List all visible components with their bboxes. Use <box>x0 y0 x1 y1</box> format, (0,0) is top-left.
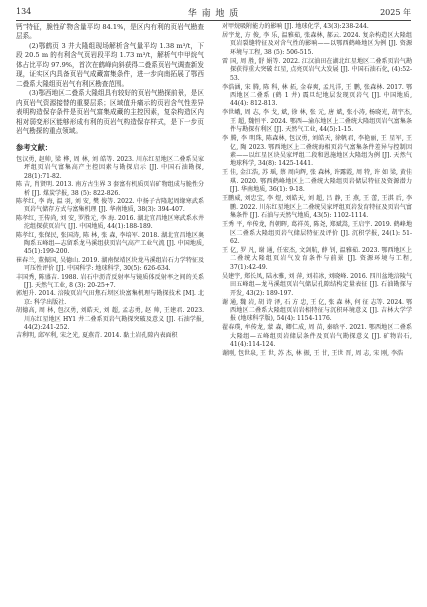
references-heading: 参考文献： <box>16 143 52 153</box>
reference-item: 王鹏威, 刘忠宝, 李 煜, 刘皓天, 刘 超, 吕 静, 王 燕, 王 蕾, 王淇 后, 李鹏. 2022. 川东红星地区上二叠统吴家坪组页岩发育特征及页岩气富集条件 [J]. 石油与天然气地质, 43(5): 1102-1114. <box>222 195 412 220</box>
journal-year: 2025 年 <box>380 8 411 17</box>
reference-item: 丰国秀, 陈盛吉. 1988. 岩石中沥青反射率与镜质体反射率之间的关系 [J]. 天然气工业, 8 (3): 20-25+7. <box>16 273 204 289</box>
reference-item: 王秀 平, 牟传龙, 肖朝晖, 葛祥英, 陈尧, 郑斌嵩, 王启宇. 2019. 鹤峰地区二叠系大隆组页岩气储层特征及评价 [J]. 沉积学报, 24(1): 51-62. <box>222 221 412 245</box>
reference-item: 陈 吉, 肖贤明. 2013. 南方古生界 3 套富有机质页岩矿物组成与脆性分析 [J]. 煤炭学报, 38 (5): 822-826. <box>16 181 204 197</box>
header-rule <box>16 20 411 21</box>
page-number: 134 <box>16 7 32 16</box>
reference-item: 胡德高, 周 林, 包汉勇, 刘皓天, 刘 超, 孟志勇, 赵 帅, 王建君. 2023. 川东红星地区 HY1 井二叠系页岩气勘探突破及意义 [J]. 石油学报, 44(2):241-252. <box>16 307 204 332</box>
reference-item: 吴建宇, 郑长凤, 陆永雅, 刘 萍, 刘若冰, 刘晓峰. 2016. 四川盆地涪陵气田五峰组—龙马溪组页岩气储层孔隙结构定量表征 [J]. 石油勘探与开发, 43(2): 189-197. <box>222 272 412 297</box>
reference-item: 李浩涵, 宋 腾, 陈 科, 林 拓, 金春爽, 孟凡洋, 王 鹏, 张森林. 2017. 鄂西地区二叠系 (鹤 1 井) 震旦纪地层发现页岩气 [J]. 中国地质, 44(4): 812-813. <box>222 83 412 108</box>
paragraph-conclusion-3: (3)鄂西地区二叠系大隆组具有较好的页岩气勘探前景，是区内页岩气资源接替的重要层系；区域值升痛示的页岩含气性差异表明构造保存条件是页岩气富集成藏的主控因素，复杂构造区内相对弱变形区能够形成有利的页岩气构造保存样式，是下一步页岩气勘探的重点领域。 <box>16 89 204 135</box>
right-column <box>222 23 412 359</box>
reference-item: 居宇龙, 方 俊, 李 乐, 温雅茹, 张森林, 郝云. 2024. 复杂构造区大隆组页岩裂缝特征及对含气性的影响——以鄂西鹤峰地区为例 [J]. 资源环境与工程, 38 (5): 506-515. <box>222 32 412 56</box>
left-column <box>16 23 204 341</box>
reference-item: 李世峨, 周 志, 李 戈, 斌, 徐 林, 张 元, 唐 斌, 张小涛, 杨晓光, 胡宇杰, 王 超, 魏恒平. 2024. 鄂西—渝东地区上二叠统大隆组页岩气富集条件与勘探有利区 [J]. 天然气工业, 44(5):1-15. <box>222 109 412 134</box>
reference-item: 陈孝红, 王传尚, 刘 安, 罗胜元, 李 海. 2016. 湖北宜昌地区寒武系水井沱组探获页岩气 [J]. 中国地质, 44(1):188-189. <box>16 214 204 231</box>
reference-item: 谢 通, 魏 岩, 胡 诗 泽, 石 方 忠, 王 亿, 张 森 林, 何 征 志等. 2024. 鄂西地区二叠系大隆组页岩岩相特征与沉积环境意义 [J]. 吉林大学学报 (地球科学版), 54(4): 1154-1176. <box>222 298 412 323</box>
reference-item: 雷 国, 周 胜, 舒 娟等. 2022. 江汉油田在湖北红星地区二叠系页岩气勘探获得重大突破 红星, 点亮页岩气大发展 [J]. 中国石油石化, (4):52-53. <box>222 57 412 82</box>
page-header <box>16 6 411 20</box>
paragraph-continuation: 钙“特征，脆性矿物含量平均 84.1%，是区内有利的页岩气勘查层系。 <box>16 23 204 41</box>
reference-item: 谢刚, 包世泉, 王 世, 苏 杰, 林 振, 王 甘, 王世 晋, 周 志, 宋 刚, 李浩 <box>222 350 404 358</box>
reference-item: 王 佳, 金江浩, 苏 瑶, 蔡 周向辉, 张 森林, 许露霞, 周 特, 许 如 梁, 黄佳琪. 2020. 鄂西鹤峰地区上二叠统大隆组页岩储层特征及资源潜力 [J]. 华南地质, 36(1): 9-18. <box>222 169 412 194</box>
reference-item: 崔春兰, 董振国, 吴德山. 2019. 湖南保靖区块龙马溪组岩石力学特征及可压性评价 [J]. 中国科学: 地球科学, 30(5): 626-634. <box>16 256 204 273</box>
reference-item: 包汉勇, 赵帅, 梁 桦, 周 林, 刘 皓等. 2023. 川东红星地区二叠系吴家坪组页岩气富集高产主控因素与勘探启示 [J]. 中国石油勘探, 28(1):71-82. <box>16 155 204 180</box>
reference-item: 李 腾, 李 明珠, 陈森林, 包汉勇, 刘皓天, 徐帆君, 李艳丽, 王 星军, 王 亿, 陶 2023. 鄂西地区上二叠统海相页岩气富集条件差异与控制因素——以红星区块吴家坪组二段和恩施地区大隆组为例 [J]. 天然气地球科学, 34(8): 1425-1441. <box>222 135 412 168</box>
reference-item: 陈孝红, 张保民, 张国涛, 陈 林, 张 森, 李培军. 2018. 湖北宜昌地区奥陶系五峰组—志留系龙马溪组获页岩气高产工业气流 [J]. 中国地质, 45(1):199-200. <box>16 231 204 256</box>
reference-item: 王 亿, 罗 凡, 谢 通, 任宏杰, 文剑航, 薛 钊, 温雅茹. 2023. 鄂西地区上二叠统大隆组页岩气发育条件与前景 [J]. 资源环境与工程, 37(1):42-49. <box>222 246 412 271</box>
reference-item: 对甲烷吸附能力的影响 [J]. 地球化学, 43(3):238-244. <box>222 23 369 30</box>
reference-item: 吉利明, 邱军利, 宋之光, 夏燕青. 2014. 黏土岩孔隙内表面积 <box>16 332 178 340</box>
reference-list-left <box>16 156 204 341</box>
reference-item: 郭旭升. 2014. 涪陵页岩气田焦石坝区块富集机理与勘探技术 [M]. 北京: 科学出版社. <box>16 290 204 306</box>
paragraph-conclusion-2: (2)鄂鹤页 3 井大隆组现场解析含气量平均 1.38 m³/t，下段 20.5 m 的有利含气页岩段平均 1.73 m³/t，解析气中甲烷气体占比平均 97.9%，首次在鹤峰向斜获得二叠系页岩气调查新发现，证实区内具备页岩气成藏富集条件，进一步向南拓展了鄂西二叠系大隆组页岩气有利区勘查范围。 <box>16 41 204 88</box>
journal-title: 华 南 地 质 <box>187 9 240 19</box>
reference-item: 陈孝红, 李 海, 温 羽, 刘 安, 樊 俊等. 2022. 中扬子古隆起周缘寒武系页岩气储存方式与富集机理 [J]. 华南地质, 38(3): 394-407. <box>16 197 204 214</box>
reference-item: 翟春璞, 牟传龙, 蒙 森, 卿仁成, 周 苗, 秦晗平. 2021. 鄂西地区二叠系大隆组—五峰组页岩储层条件及页岩气勘探意义 [J]. 矿物岩石, 41(4):114-124. <box>222 324 412 349</box>
